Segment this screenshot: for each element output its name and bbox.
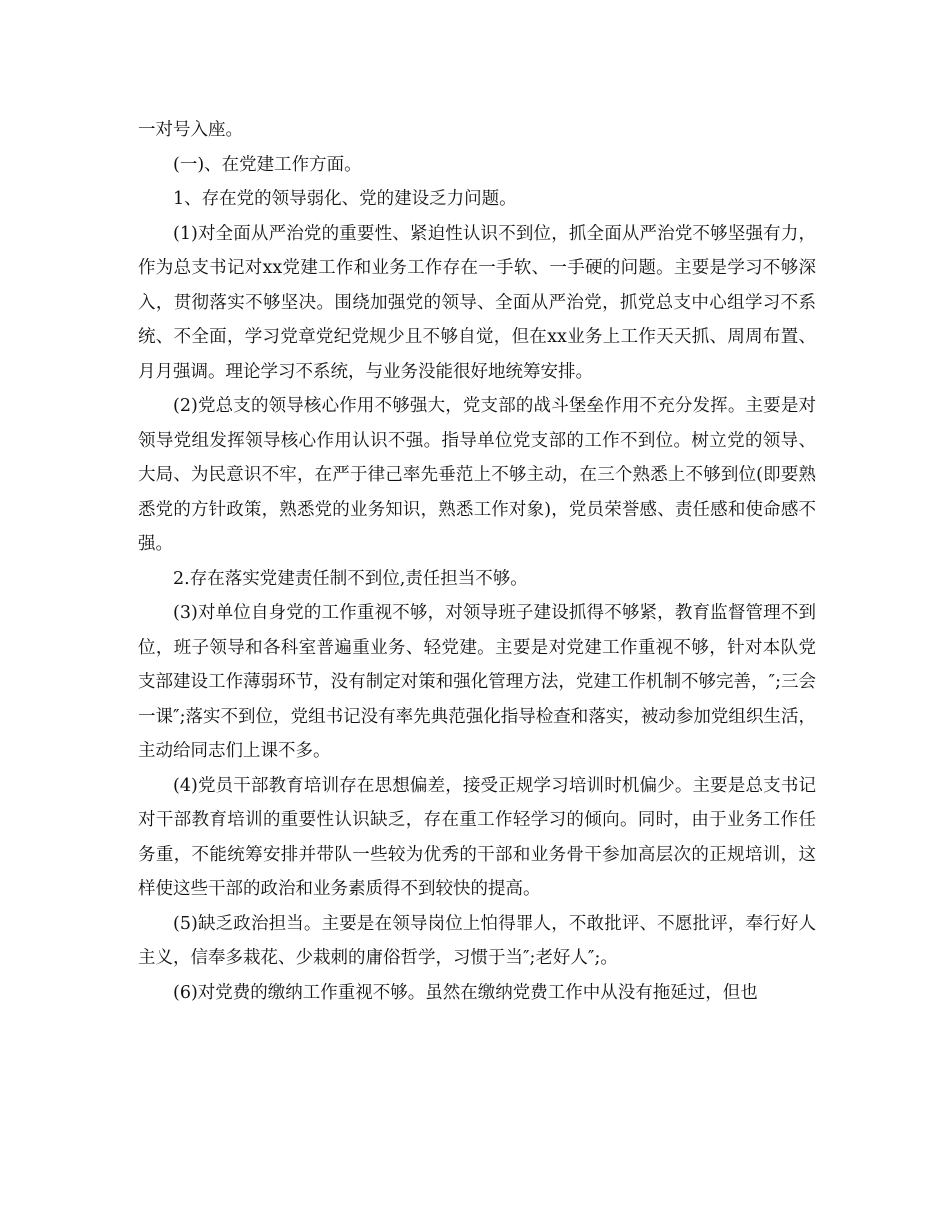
paragraph-item-1: (1)对全面从严治党的重要性、紧迫性认识不到位，抓全面从严治党不够坚强有力，作为总支书记对xx党建工作和业务工作存在一手软、一手硬的问题。主要是学习不够深入，贯彻落实不够坚决。围绕加强党的领导、全面从严治党，抓党总支中心组学习不系统、不全面，学习党章党纪党规少且不够自觉，但在xx业务上工作天天抓、周周布置、月月强调。理论学习不系统，与业务没能很好地统筹安排。	[138, 223, 816, 382]
section-heading: (一)、在党建工作方面。	[173, 154, 362, 175]
subsection-heading-2: 2.存在落实党建责任制不到位,责任担当不够。	[173, 568, 528, 589]
paragraph-item-4: (4)党员干部教育培训存在思想偏差，接受正规学习培训时机偏少。主要是总支书记对干部教育培训的重要性认识缺乏，存在重工作轻学习的倾向。同时，由于业务工作任务重，不能统筹安排并带队一些较为优秀的干部和业务骨干参加高层次的正规培训，这样使这些干部的政治和业务素质得不到较快的提高。	[138, 775, 816, 899]
paragraph-continuation: 一对号入座。	[138, 120, 243, 140]
paragraph-item-3: (3)对单位自身党的工作重视不够，对领导班子建设抓得不够紧，教育监督管理不到位，班子领导和各科室普遍重业务、轻党建。主要是对党建工作重视不够，针对本队党支部建设工作薄弱环节，没有制定对策和强化管理方法，党建工作机制不够完善，″;三会一课″;落实不到位，党组书记没有率先典范强化指导检查和落实，被动参加党组织生活，主动给同志们上课不多。	[138, 603, 816, 761]
subsection-heading-1: 1、存在党的领导弱化、党的建设乏力问题。	[173, 189, 517, 209]
paragraph-item-6: (6)对党费的缴纳工作重视不够。虽然在缴纳党费工作中从没有拖延过，但也	[173, 982, 758, 1003]
document-page	[138, 113, 816, 1010]
paragraph-item-2: (2)党总支的领导核心作用不够强大，党支部的战斗堡垒作用不充分发挥。主要是对领导党组发挥领导核心作用认识不强。指导单位党支部的工作不到位。树立党的领导、大局、为民意识不牢，在严于律己率先垂范上不够主动，在三个熟悉上不够到位(即要熟悉党的方针政策，熟悉党的业务知识，熟悉工作对象)，党员荣誉感、责任感和使命感不强。	[138, 396, 816, 554]
paragraph-item-5: (5)缺乏政治担当。主要是在领导岗位上怕得罪人，不敢批评、不愿批评，奉行好人主义，信奉多栽花、少栽刺的庸俗哲学，习惯于当″;老好人″;。	[138, 913, 816, 968]
